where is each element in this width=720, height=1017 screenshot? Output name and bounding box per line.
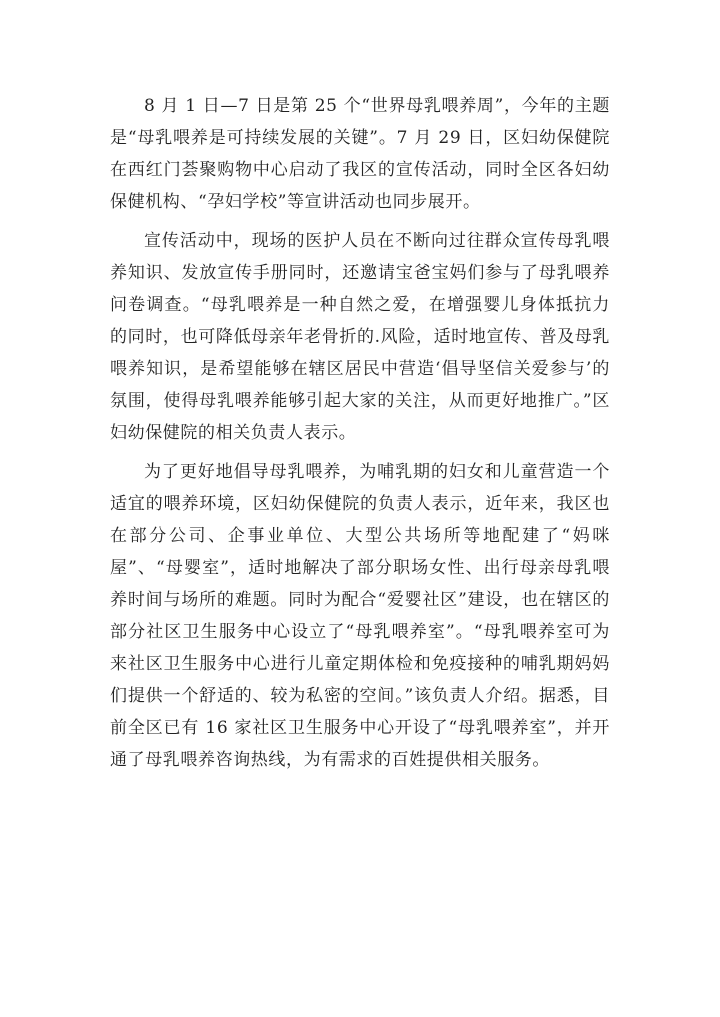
paragraph-1: 8 月 1 日—7 日是第 25 个“世界母乳喂养周”，今年的主题是“母乳喂养是可持续发展的关键”。7 月 29 日，区妇幼保健院在西红门荟聚购物中心启动了我区的宣传活动，同时全区各妇幼保健机构、“孕妇学校”等宣讲活动也同步展开。 — [110, 96, 610, 212]
paragraph-3: 为了更好地倡导母乳喂养，为哺乳期的妇女和儿童营造一个适宜的喂养环境，区妇幼保健院的负责人表示，近年来，我区也在部分公司、企事业单位、大型公共场所等地配建了“妈咪屋”、“母婴室”，适时地解决了部分职场女性、出行母亲母乳喂养时间与场所的难题。同时为配合“爱婴社区”建设，也在辖区的部分社区卫生服务中心设立了“母乳喂养室”。“母乳喂养室可为来社区卫生服务中心进行儿童定期体检和免疫接种的哺乳期妈妈们提供一个舒适的、较为私密的空间。”该负责人介绍。据悉，目前全区已有 16 家社区卫生服务中心开设了“母乳喂养室”，并开通了母乳喂养咨询热线，为有需求的百姓提供相关服务。 — [110, 462, 610, 770]
document-body — [110, 90, 610, 783]
paragraph-2: 宣传活动中，现场的医护人员在不断向过往群众宣传母乳喂养知识、发放宣传手册同时，还邀请宝爸宝妈们参与了母乳喂养问卷调查。“母乳喂养是一种自然之爱，在增强婴儿身体抵抗力的同时，也可降低母亲年老骨折的.风险，适时地宣传、普及母乳喂养知识，是希望能够在辖区居民中营造‘倡导坚信关爱参与’的氛围，使得母乳喂养能够引起大家的关注，从而更好地推广。”区妇幼保健院的相关负责人表示。 — [110, 231, 610, 443]
